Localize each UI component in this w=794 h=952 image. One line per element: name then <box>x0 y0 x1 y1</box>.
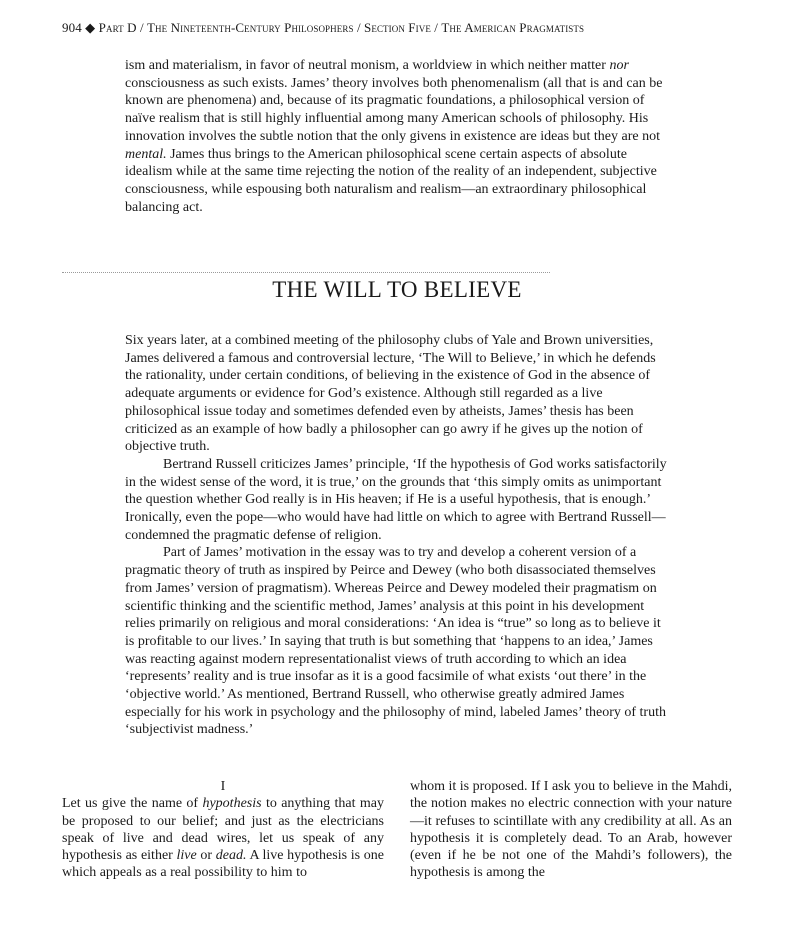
excerpt-text: A live hypothesis is one which appeals as a real possibility to him to <box>62 848 385 881</box>
excerpt-emphasis: hypothesis <box>202 796 262 812</box>
excerpt-text: Let us give the name of <box>62 796 203 812</box>
header-section-a: The Nineteenth-Century Philosophers <box>147 20 354 35</box>
excerpt-text: or <box>196 848 216 864</box>
intro-text: consciousness as such exists. James’ theory involves both phenomenalism (all that is and can be known are phenomena) and, because of its pragmatic foundations, a philosophical version of naïve realism that is still highly influential among many American schools of philosophy. His innovation involves the subtle notion that the only givens in existence are ideas but they are not <box>125 75 663 144</box>
header-separator: / <box>434 20 438 35</box>
section-divider <box>62 272 550 273</box>
excerpt-right-text: whom it is proposed. If I ask you to believe in the Mahdi, the notion makes no electric connection with your nature—it refuses to scintillate with any credibility at all. As an hypothesis it is completely dead. To an Arab, however (even if he be not one of the Mahdi’s followers), the hypothesis is among the <box>410 779 732 881</box>
intro-emphasis: mental. <box>125 146 167 162</box>
running-header <box>62 20 742 36</box>
intro-text: James thus brings to the American philosophical scene certain aspects of absolute idealism while at the same time rejecting the notion of the reality of an independent, subjective consciousness, while espousing both naturalism and realism—an extraordinary philosophical balancing act. <box>125 146 657 215</box>
body-paragraph-3: Part of James’ motivation in the essay was to try and develop a coherent version of a pragmatic theory of truth as inspired by Peirce and Dewey (who both disassociated themselves from James’ version of pragmatism). Whereas Peirce and Dewey modeled their pragmatism on scientific thinking and the scientific method, James’ analysis at this point in his development relies primarily on religious and moral considerations: ‘An idea is “true” so long as to believe it is profitable to our lives.’ In saying that truth is but something that ‘happens to an idea,’ James was reacting against modern representationalist views of truth according to which an idea ‘represents’ reality and is true insofar as it is a good facsimile of what exists ‘out there’ in the ‘objective world.’ As mentioned, Bertrand Russell, who otherwise greatly admired James especially for his work in psychology and the philosophy of mind, labeled James’ theory of truth ‘subjectivist madness.’ <box>125 545 666 738</box>
excerpt-text: to anything that may be proposed to our belief; and just as the electricians speak of live and dead wires, let us speak of any hypothesis as either <box>62 796 385 864</box>
excerpt-column-left <box>62 778 384 882</box>
diamond-bullet-icon: ◆ <box>85 20 96 35</box>
excerpt-numeral: I <box>220 779 226 794</box>
intro-paragraph <box>125 57 665 216</box>
excerpt-column-right <box>410 778 732 882</box>
body-paragraph-2: Bertrand Russell criticizes James’ principle, ‘If the hypothesis of God works satisfactorily in the widest sense of the word, it is true,’ on the grounds that ‘this simply omits as unimportant the question whether God really is in His heaven; if He is a useful hypothesis, that is enough.’ Ironically, even the pope—who would have had little on which to agree with Bertrand Russell—condemned the pragmatic defense of religion. <box>125 456 667 543</box>
excerpt-left-text <box>62 795 384 881</box>
header-separator: / <box>139 20 144 35</box>
header-section-c: The American Pragmatists <box>441 20 585 35</box>
excerpt-emphasis: live <box>176 848 197 864</box>
intro-emphasis: nor <box>609 58 629 73</box>
header-separator: / <box>356 20 361 35</box>
header-section-b: Section Five <box>364 20 431 35</box>
excerpt-emphasis: dead. <box>215 848 247 864</box>
page-number: 904 <box>62 20 82 35</box>
section-body <box>125 332 667 739</box>
section-title: THE WILL TO BELIEVE <box>272 277 522 302</box>
header-part: Part D <box>98 20 137 35</box>
body-paragraph-1: Six years later, at a combined meeting of the philosophy clubs of Yale and Brown universities, James delivered a famous and controversial lecture, ‘The Will to Believe,’ in which he defends the rationality, under certain conditions, of believing in the existence of God in the absence of adequate arguments or evidence for God’s existence. Although still regarded as a live philosophical issue today and sometimes defended even by atheists, James’ thesis has been criticized as an example of how badly a philosopher can go awry if he gives up the notion of objective truth. <box>125 333 656 455</box>
intro-text: ism and materialism, in favor of neutral monism, a worldview in which neither matter <box>125 58 610 73</box>
